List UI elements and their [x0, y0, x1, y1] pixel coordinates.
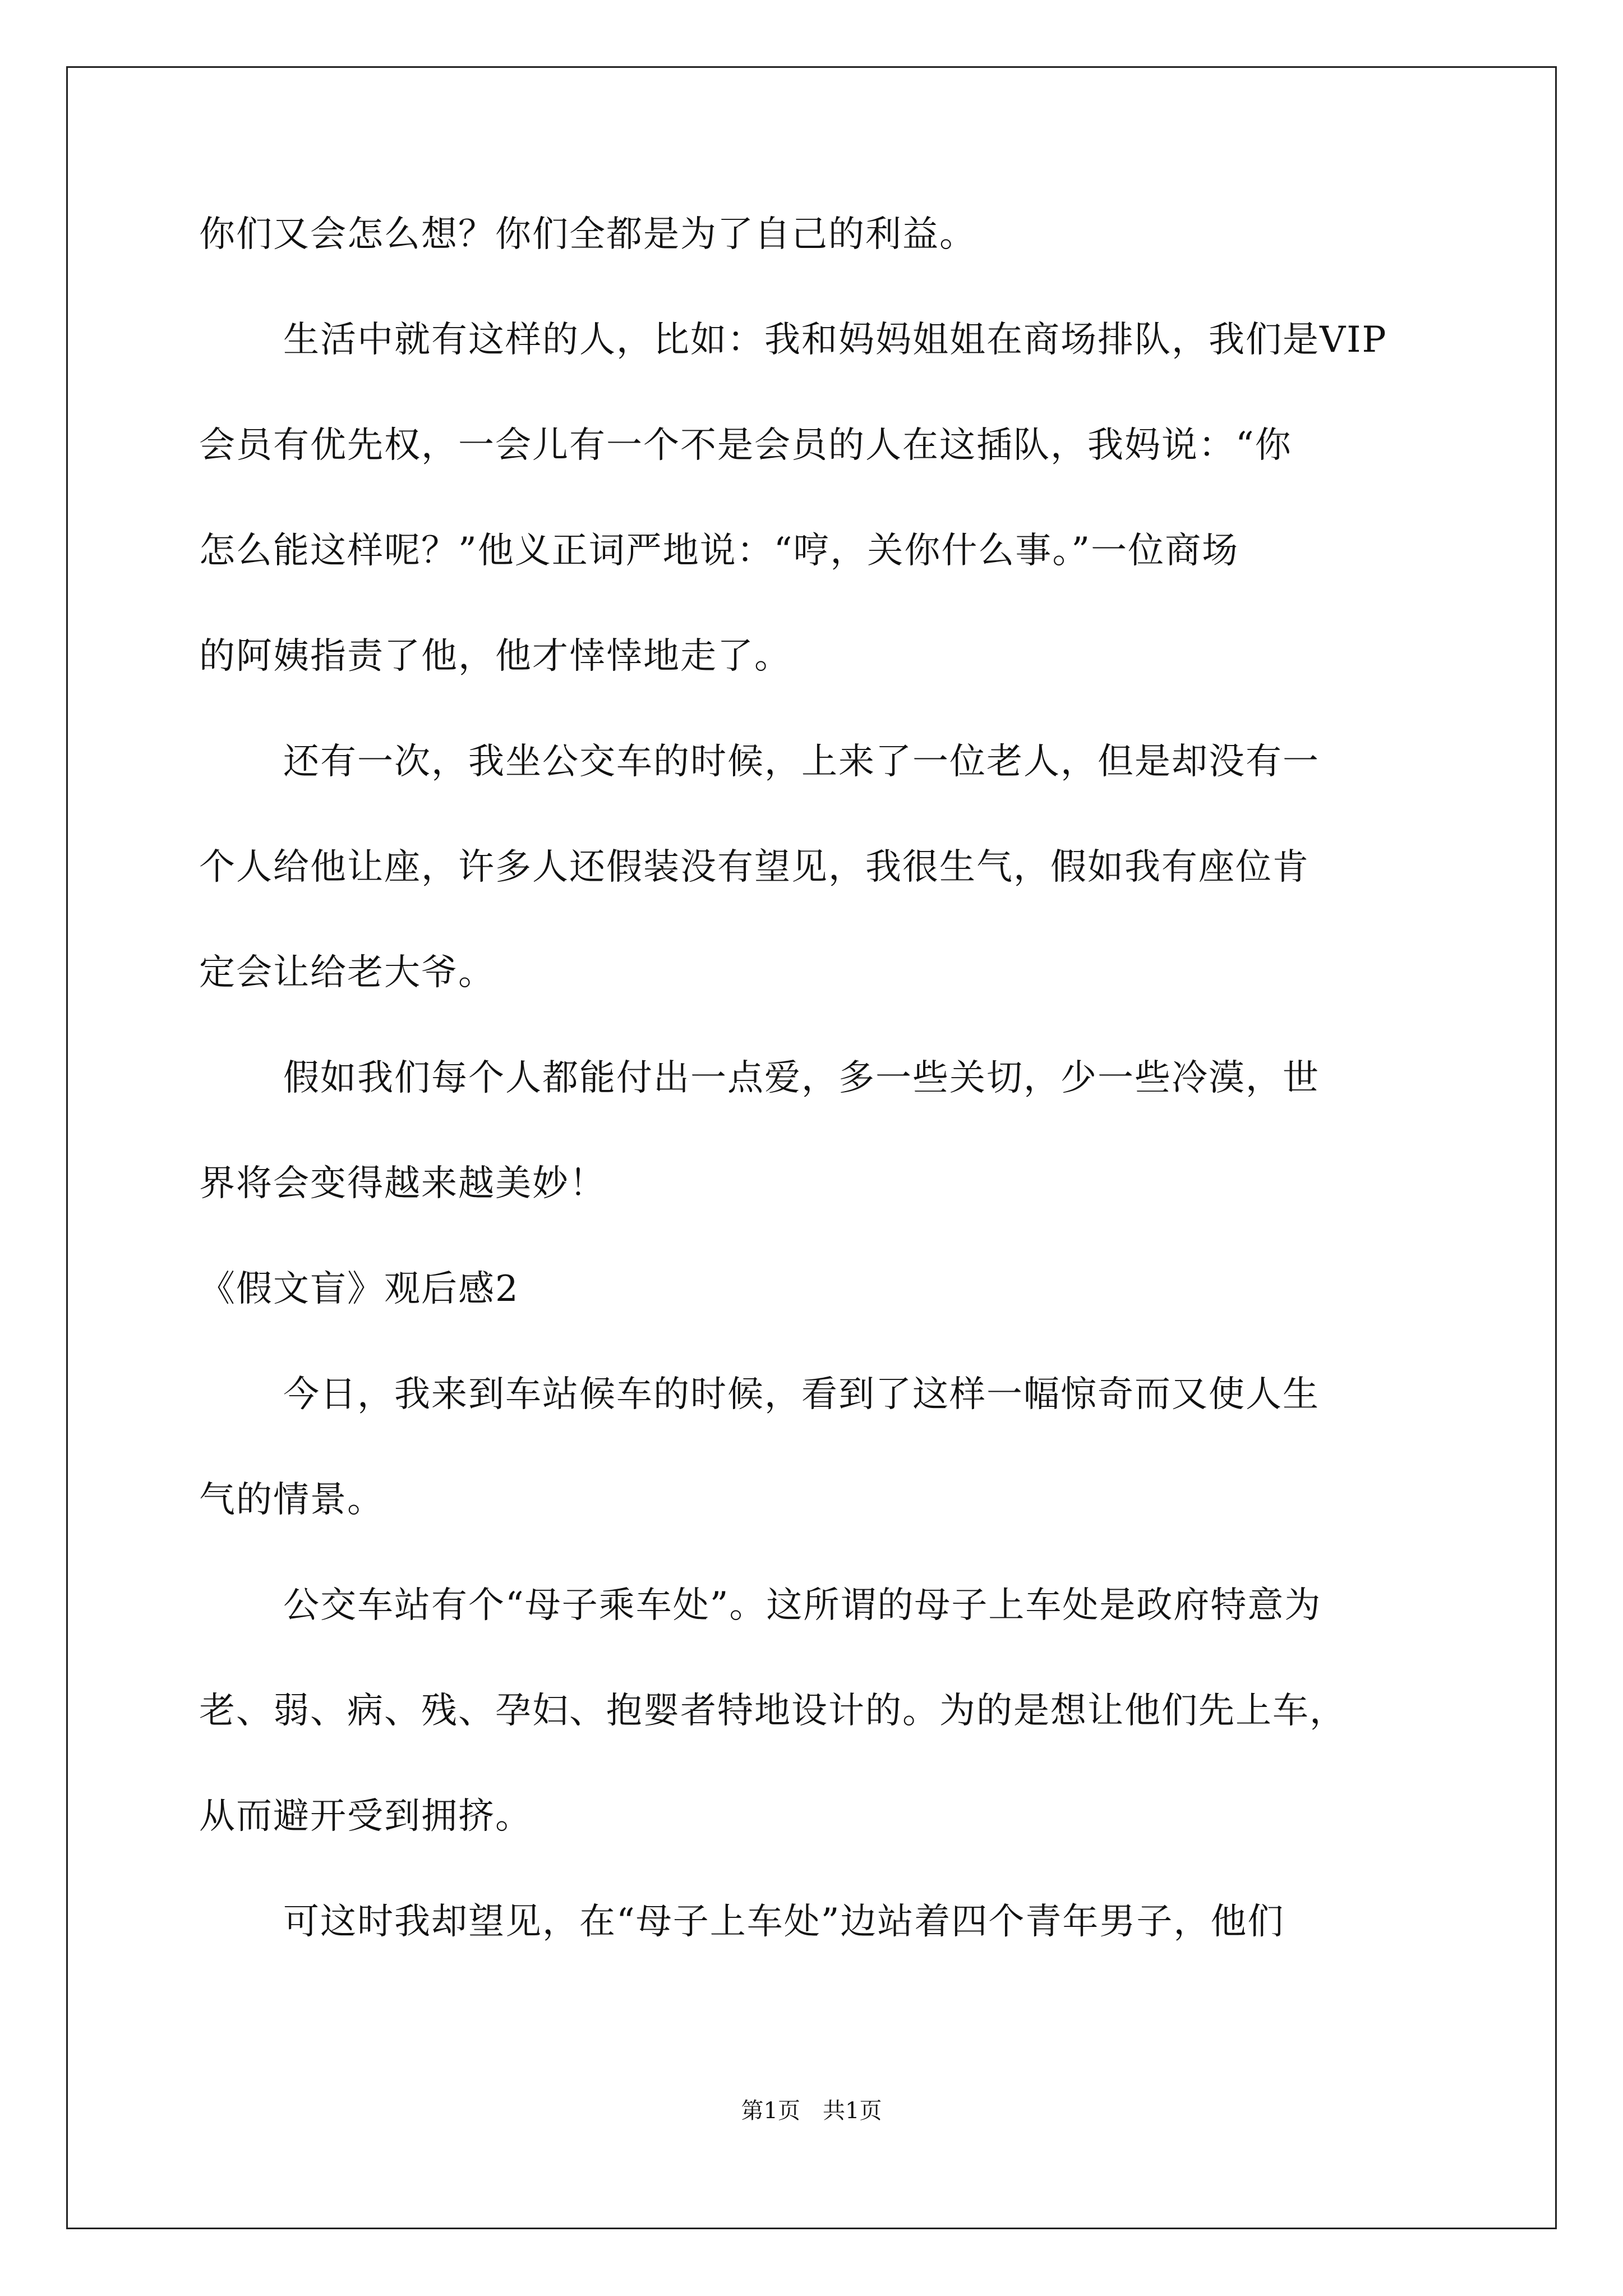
paragraph-line: 个人给他让座，许多人还假装没有望见，我很生气，假如我有座位肯 [199, 846, 1310, 888]
paragraph-line: 会员有优先权，一会儿有一个不是会员的人在这插队，我妈说：“你 [199, 425, 1292, 466]
paragraph-line: 定会让给老大爷。 [199, 952, 495, 993]
paragraph-line: 生活中就有这样的人，比如：我和妈妈姐姐在商场排队，我们是VIP [283, 319, 1387, 361]
paragraph-line: 的阿姨指责了他，他才悻悻地走了。 [199, 636, 791, 677]
paragraph-line: 可这时我却望见，在“母子上车处”边站着四个青年男子，他们 [283, 1901, 1285, 1943]
paragraph-line: 气的情景。 [199, 1479, 384, 1521]
paragraph-line: 老、弱、病、残、孕妇、抱婴者特地设计的。为的是想让他们先上车， [199, 1690, 1347, 1732]
section-heading: 《假文盲》观后感2 [199, 1268, 519, 1310]
paragraph-line: 今日，我来到车站候车的时候，看到了这样一幅惊奇而又使人生 [283, 1374, 1320, 1415]
paragraph-line: 界将会变得越来越美妙！ [199, 1163, 606, 1204]
page-footer: 第1页 共1页 [741, 2098, 882, 2124]
paragraph-line: 还有一次，我坐公交车的时候，上来了一位老人，但是却没有一 [283, 741, 1320, 783]
paragraph-line: 公交车站有个“母子乘车处”。这所谓的母子上车处是政府特意为 [283, 1585, 1322, 1626]
paragraph-line: 从而避开受到拥挤。 [199, 1796, 532, 1837]
paragraph-line: 假如我们每个人都能付出一点爱，多一些关切，少一些冷漠，世 [283, 1057, 1320, 1099]
paragraph-line: 怎么能这样呢？”他义正词严地说：“哼，关你什么事。”一位商场 [199, 530, 1239, 572]
paragraph-line: 你们又会怎么想？你们全都是为了自己的利益。 [199, 214, 976, 255]
